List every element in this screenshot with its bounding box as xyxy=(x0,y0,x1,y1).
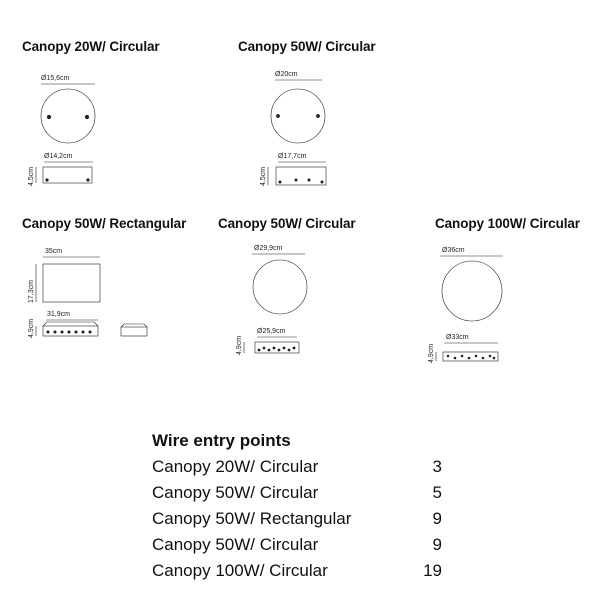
wire-entry-heading: Wire entry points xyxy=(152,431,291,450)
canopy-1-wire-entry xyxy=(46,179,49,182)
wire-entry-count: 5 xyxy=(432,483,442,502)
canopy-5-side-dim: Ø33cm xyxy=(446,334,469,341)
canopy-3-wire-entry xyxy=(61,331,63,333)
wire-entry-count: 9 xyxy=(432,535,442,554)
canopy-4-side-view xyxy=(255,342,299,353)
canopy-2-side-dim: Ø17,7cm xyxy=(278,153,307,160)
canopy-5-wire-entry xyxy=(493,357,495,359)
canopy-5-height-dim: 4,9cm xyxy=(428,343,435,363)
canopy-5-wire-entry xyxy=(475,355,477,357)
canopy-4-wire-entry xyxy=(293,347,295,349)
canopy-5-wire-entry xyxy=(461,355,463,357)
canopy-2-title: Canopy 50W/ Circular xyxy=(238,39,376,54)
canopy-5-wire-entry xyxy=(489,355,491,357)
wire-entry-row xyxy=(152,535,442,557)
canopy-3-side-dim: 31,9cm xyxy=(47,311,70,318)
canopy-3-wire-entry xyxy=(89,331,91,333)
canopy-4-wire-entry xyxy=(258,349,260,351)
canopy-3-wire-entry xyxy=(82,331,84,333)
canopy-1-top-dim: Ø15,6cm xyxy=(41,75,70,82)
canopy-5-title: Canopy 100W/ Circular xyxy=(435,216,580,231)
canopy-1-drawing xyxy=(36,84,95,183)
canopy-1-side-dim: Ø14,2cm xyxy=(44,153,73,160)
canopy-3-end-rim xyxy=(121,324,147,327)
canopy-5-wire-entry xyxy=(454,357,456,359)
canopy-4-wire-entry xyxy=(283,347,285,349)
wire-entry-count: 19 xyxy=(423,561,442,580)
canopy-4-side-dim: Ø25,9cm xyxy=(257,328,286,335)
canopy-1-wire-entry xyxy=(87,179,90,182)
canopy-2-drawing xyxy=(268,80,326,185)
wire-entry-count: 9 xyxy=(432,509,442,528)
canopy-3-wire-entry xyxy=(47,331,49,333)
canopy-3-side-rim xyxy=(43,322,98,326)
wire-entry-label: Canopy 50W/ Circular xyxy=(152,535,319,554)
canopy-2-hole xyxy=(276,114,279,117)
canopy-3-top-dim: 35cm xyxy=(45,248,63,255)
canopy-1-side-view xyxy=(43,167,92,183)
canopy-3-title: Canopy 50W/ Rectangular xyxy=(22,216,187,231)
wire-entry-count: 3 xyxy=(432,457,442,476)
wire-entry-row xyxy=(152,457,442,479)
canopy-3-wire-entry xyxy=(75,331,77,333)
canopy-3-drawing xyxy=(36,257,147,336)
canopy-1-hole xyxy=(85,115,89,119)
canopy-2-hole xyxy=(316,114,319,117)
canopy-4-height-dim: 4,9cm xyxy=(236,335,243,355)
canopy-5-wire-entry xyxy=(482,357,484,359)
wire-entry-label: Canopy 50W/ Rectangular xyxy=(152,509,352,528)
canopy-5-top-dim: Ø36cm xyxy=(442,247,465,254)
canopy-4-top-dim: Ø29,9cm xyxy=(254,245,283,252)
canopy-1-title: Canopy 20W/ Circular xyxy=(22,39,160,54)
canopy-1-height-dim: 4,5cm xyxy=(28,166,35,186)
wire-entry-label: Canopy 50W/ Circular xyxy=(152,483,319,502)
canopy-2-wire-entry xyxy=(279,181,281,183)
canopy-3-depth-dim: 17,3cm xyxy=(28,280,35,303)
canopy-4-wire-entry xyxy=(288,349,290,351)
canopy-2-side-view xyxy=(276,167,326,185)
canopy-4-wire-entry xyxy=(268,349,270,351)
canopy-3-wire-entry xyxy=(54,331,56,333)
canopy-5-drawing xyxy=(436,256,503,361)
canopy-5-wire-entry xyxy=(468,357,470,359)
canopy-1-hole xyxy=(47,115,51,119)
canopy-3-height-dim: 4,9cm xyxy=(28,318,35,338)
canopy-2-height-dim: 4,5cm xyxy=(260,166,267,186)
canopy-5-top-view xyxy=(442,261,502,321)
wire-entry-row xyxy=(152,509,442,531)
canopy-2-top-dim: Ø20cm xyxy=(275,71,298,78)
wire-entry-row xyxy=(152,483,442,505)
canopy-4-wire-entry xyxy=(278,349,280,351)
canopy-4-title: Canopy 50W/ Circular xyxy=(218,216,356,231)
canopy-4-drawing xyxy=(244,254,307,353)
canopy-4-top-view xyxy=(253,260,307,314)
wire-entry-label: Canopy 100W/ Circular xyxy=(152,561,328,580)
wire-entry-label: Canopy 20W/ Circular xyxy=(152,457,319,476)
canopy-5-wire-entry xyxy=(447,355,449,357)
canopy-2-wire-entry xyxy=(295,179,297,181)
wire-entry-row xyxy=(152,561,442,583)
canopy-3-top-view xyxy=(43,264,100,302)
canopy-4-wire-entry xyxy=(263,347,265,349)
canopy-3-wire-entry xyxy=(68,331,70,333)
canopy-2-wire-entry xyxy=(321,181,323,183)
canopy-2-wire-entry xyxy=(308,179,310,181)
canopy-3-end-view xyxy=(121,327,147,336)
canopy-4-wire-entry xyxy=(273,347,275,349)
